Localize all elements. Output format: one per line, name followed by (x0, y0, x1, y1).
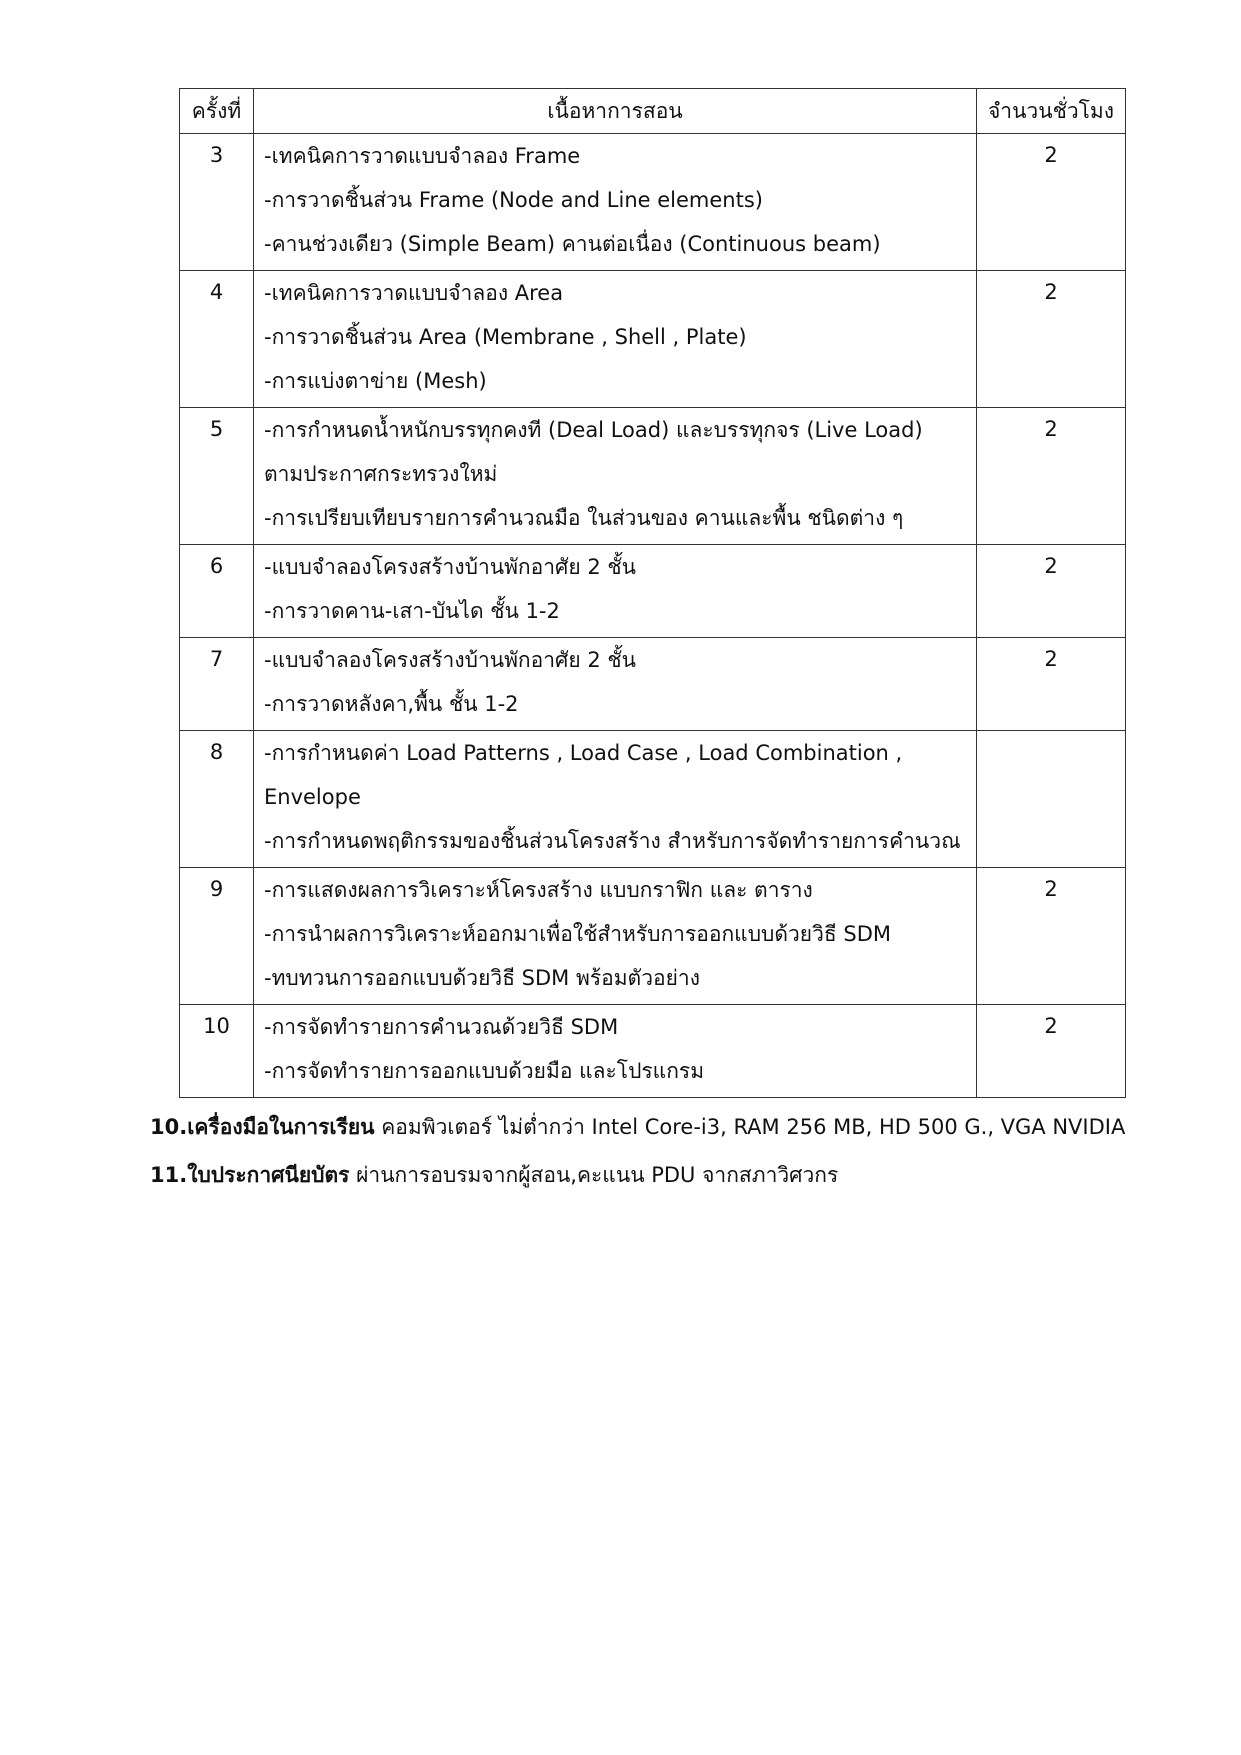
content-line: -การแสดงผลการวิเคราะห์โครงสร้าง แบบกราฟิก และ ตาราง (264, 878, 813, 902)
table-header-row (180, 89, 1126, 134)
content-line: -การวาดหลังคา,พื้น ชั้น 1-2 (264, 692, 519, 716)
content-line: ตามประกาศกระทรวงใหม่ (264, 462, 498, 486)
session-hours: 2 (977, 638, 1126, 731)
session-content (254, 1005, 977, 1098)
content-line: -การกำหนดค่า Load Patterns , Load Case , Load Combination , (264, 741, 903, 765)
section-tools-text: คอมพิวเตอร์ ไม่ต่ำกว่า Intel Core-i3, RAM 256 MB, HD 500 G., VGA NVIDIA (374, 1115, 1126, 1139)
section-tools (150, 1112, 1125, 1142)
course-schedule-table (179, 88, 1126, 1098)
session-hours: 2 (977, 868, 1126, 1005)
session-content (254, 271, 977, 408)
session-hours: 2 (977, 271, 1126, 408)
content-line: -การกำหนดพฤติกรรมของชิ้นส่วนโครงสร้าง สำหรับการจัดทำรายการคำนวณ (264, 829, 961, 853)
session-hours: 2 (977, 1005, 1126, 1098)
session-number: 3 (180, 134, 254, 271)
session-hours: 2 (977, 134, 1126, 271)
session-content (254, 408, 977, 545)
session-number: 7 (180, 638, 254, 731)
session-content (254, 545, 977, 638)
section-certificate (150, 1160, 838, 1190)
content-line: -การจัดทำรายการออกแบบด้วยมือ และโปรแกรม (264, 1059, 705, 1083)
header-content: เนื้อหาการสอน (254, 89, 977, 134)
session-content (254, 638, 977, 731)
header-hours: จำนวนชั่วโมง (977, 89, 1126, 134)
section-certificate-label: 11.ใบประกาศนียบัตร (150, 1163, 350, 1187)
table-row (180, 545, 1126, 638)
header-session: ครั้งที่ (180, 89, 254, 134)
content-line: -เทคนิคการวาดแบบจำลอง Frame (264, 144, 581, 168)
content-line: -การวาดคาน-เสา-บันได ชั้น 1-2 (264, 599, 560, 623)
table-row (180, 638, 1126, 731)
table-row (180, 1005, 1126, 1098)
content-line: -การเปรียบเทียบรายการคำนวณมือ ในส่วนของ คานและพื้น ชนิดต่าง ๆ (264, 506, 904, 530)
section-certificate-text: ผ่านการอบรมจากผู้สอน,คะแนน PDU จากสภาวิศวกร (349, 1163, 839, 1187)
content-line: -การวาดชิ้นส่วน Area (Membrane , Shell , Plate) (264, 325, 747, 349)
session-content (254, 868, 977, 1005)
session-number: 4 (180, 271, 254, 408)
content-line: Envelope (264, 785, 361, 809)
table-row (180, 731, 1126, 868)
content-line: -การจัดทำรายการคำนวณด้วยวิธี SDM (264, 1015, 619, 1039)
session-number: 9 (180, 868, 254, 1005)
session-number: 6 (180, 545, 254, 638)
section-tools-label: 10.เครื่องมือในการเรียน (150, 1115, 375, 1139)
table-row (180, 868, 1126, 1005)
content-line: -แบบจำลองโครงสร้างบ้านพักอาศัย 2 ชั้น (264, 555, 637, 579)
table-row (180, 134, 1126, 271)
session-hours: 2 (977, 545, 1126, 638)
content-line: -การแบ่งตาข่าย (Mesh) (264, 369, 487, 393)
session-hours: 2 (977, 408, 1126, 545)
session-number: 10 (180, 1005, 254, 1098)
table-row (180, 408, 1126, 545)
content-line: -การกำหนดน้ำหนักบรรทุกคงที (Deal Load) และบรรทุกจร (Live Load) (264, 418, 923, 442)
content-line: -คานช่วงเดียว (Simple Beam) คานต่อเนื่อง (Continuous beam) (264, 232, 881, 256)
session-number: 8 (180, 731, 254, 868)
content-line: -ทบทวนการออกแบบด้วยวิธี SDM พร้อมตัวอย่าง (264, 966, 700, 990)
session-hours (977, 731, 1126, 868)
session-content (254, 134, 977, 271)
session-number: 5 (180, 408, 254, 545)
content-line: -เทคนิคการวาดแบบจำลอง Area (264, 281, 564, 305)
session-content (254, 731, 977, 868)
content-line: -การนำผลการวิเคราะห์ออกมาเพื่อใช้สำหรับการออกแบบด้วยวิธี SDM (264, 922, 892, 946)
table-row (180, 271, 1126, 408)
content-line: -แบบจำลองโครงสร้างบ้านพักอาศัย 2 ชั้น (264, 648, 637, 672)
content-line: -การวาดชิ้นส่วน Frame (Node and Line elements) (264, 188, 763, 212)
